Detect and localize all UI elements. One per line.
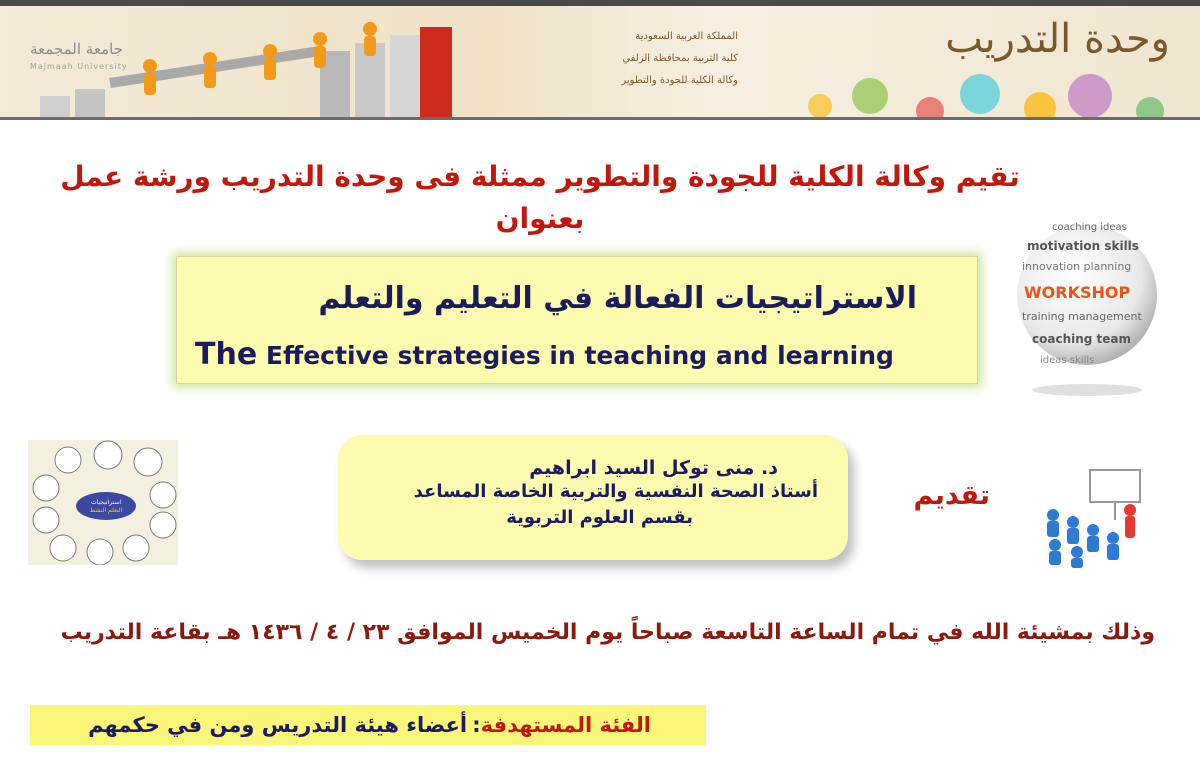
header-banner xyxy=(0,0,1200,120)
mindmap-center-label: استراتيجيات xyxy=(90,499,122,506)
university-logo-subtext: Majmaah University xyxy=(30,62,128,71)
presenter-box xyxy=(338,435,848,560)
training-class-illustration xyxy=(1035,460,1155,570)
growth-bars-illustration xyxy=(20,21,490,120)
decorative-bubbles xyxy=(760,56,1190,120)
schedule-line: وذلك بمشيئة الله في تمام الساعة التاسعة صباحاً يوم الخميس الموافق ٢٣ / ٤ / ١٤٣٦ هـ بقاعة التدريب xyxy=(60,620,1155,645)
workshop-title-english xyxy=(195,337,965,372)
svg-text:coaching ideas: coaching ideas xyxy=(1052,222,1127,233)
target-audience-separator: : xyxy=(472,713,481,737)
training-unit-title: وحدة التدريب xyxy=(945,16,1170,62)
college-text: كلية التربية بمحافظة الزلفي xyxy=(622,53,738,64)
svg-text:motivation skills: motivation skills xyxy=(1027,239,1139,253)
target-audience-label: الفئة المستهدفة xyxy=(480,713,651,737)
workshop-title-arabic: الاستراتيجيات الفعالة في التعليم والتعلم xyxy=(318,281,917,316)
target-audience-bar xyxy=(30,705,706,745)
agency-text: وكالة الكلية للجودة والتطوير xyxy=(621,75,738,86)
presenter-name: د. منى توكل السيد ابراهيم xyxy=(529,457,778,479)
kingdom-text: المملكة العربية السعودية xyxy=(635,31,738,42)
svg-text:innovation planning: innovation planning xyxy=(1022,260,1132,273)
title-english-rest: Effective strategies in teaching and learning xyxy=(265,341,894,370)
svg-text:ideas skills: ideas skills xyxy=(1040,355,1095,366)
presenter-department: بقسم العلوم التربوية xyxy=(506,507,693,528)
workshop-sphere-image xyxy=(1012,195,1162,405)
active-learning-mindmap xyxy=(28,440,178,565)
svg-text:WORKSHOP: WORKSHOP xyxy=(1024,283,1131,302)
university-logo-text: جامعة المجمعة xyxy=(30,40,123,58)
presented-by-label: تقديم xyxy=(913,480,990,511)
title-english-the: The xyxy=(195,337,258,372)
target-audience-value: أعضاء هيئة التدريس ومن في حكمهم xyxy=(88,713,468,737)
workshop-title-box xyxy=(176,256,978,384)
presenter-position: أستاذ الصحة النفسية والتربية الخاصة المساعد xyxy=(413,481,818,502)
intro-heading: تقيم وكالة الكلية للجودة والتطوير ممثلة فى وحدة التدريب ورشة عمل بعنوان xyxy=(60,160,1020,235)
svg-text:coaching team: coaching team xyxy=(1032,332,1132,346)
institution-lines xyxy=(498,26,738,92)
svg-text:training management: training management xyxy=(1022,310,1142,323)
svg-text:التعلم النشط: التعلم النشط xyxy=(89,507,123,514)
